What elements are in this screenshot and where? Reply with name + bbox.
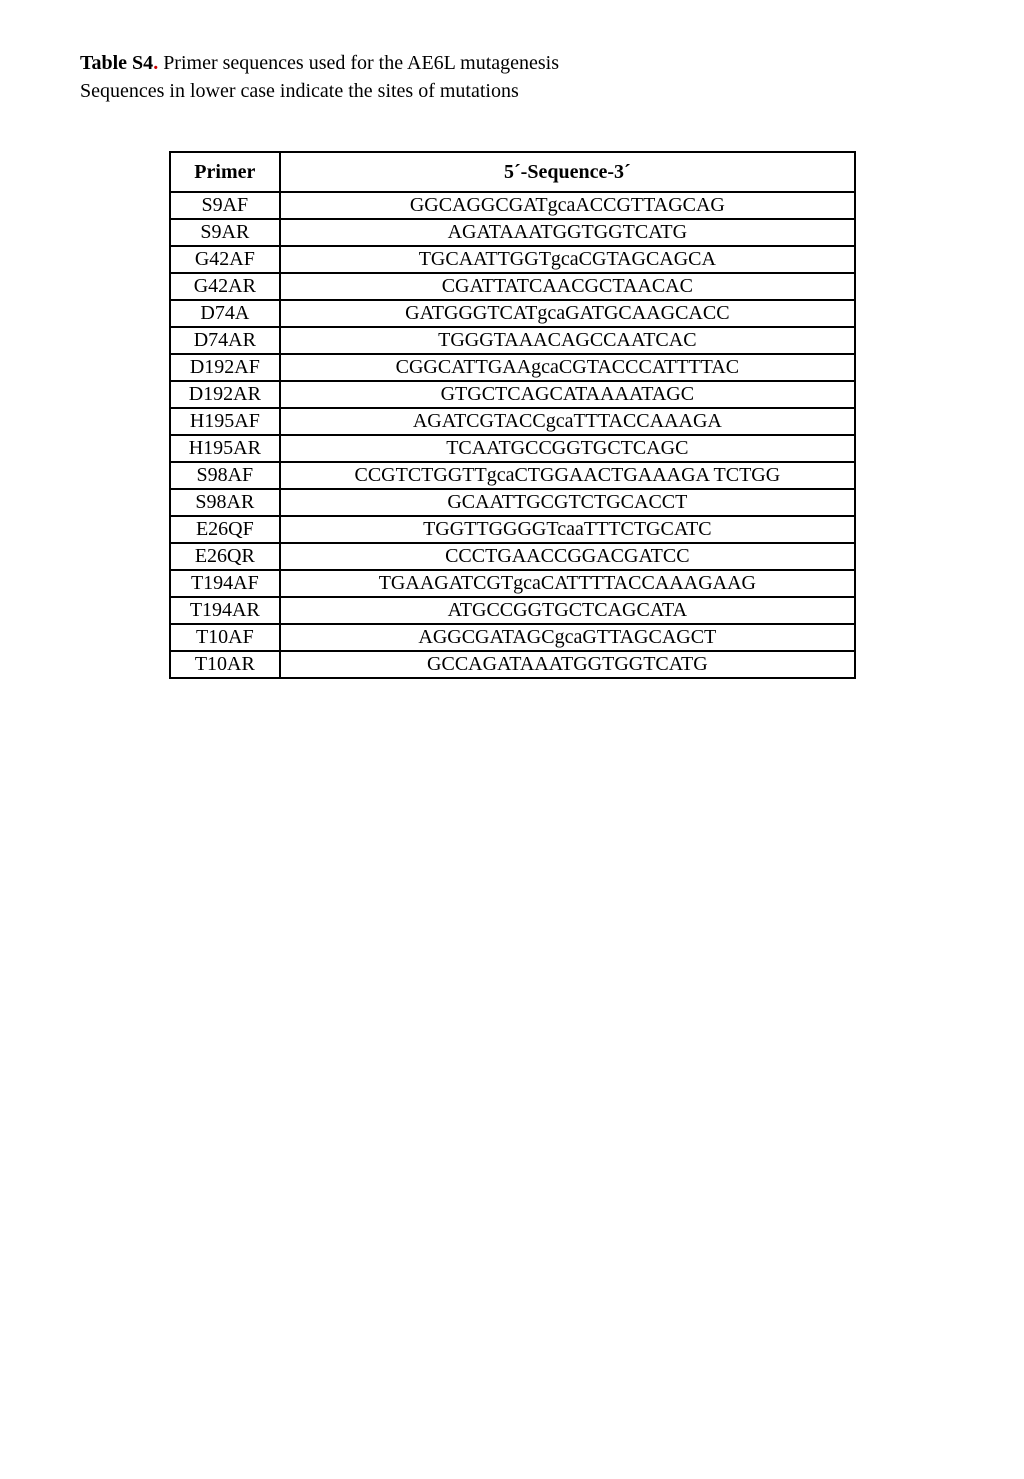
primer-name-cell: H195AR (170, 435, 280, 462)
primer-name-cell: G42AF (170, 246, 280, 273)
primer-name-cell: D192AF (170, 354, 280, 381)
table-row (170, 327, 855, 354)
sequence-cell: TGAAGATCGTgcaCATTTTACCAAAGAAG (280, 570, 855, 597)
primer-table (169, 151, 856, 679)
primer-name-cell: T10AF (170, 624, 280, 651)
table-row (170, 192, 855, 219)
sequence-cell: TGGTTGGGGTcaaTTTCTGCATC (280, 516, 855, 543)
table-row (170, 381, 855, 408)
table-row (170, 570, 855, 597)
header-row (170, 152, 855, 192)
table-row (170, 516, 855, 543)
sequence-cell: CCCTGAACCGGACGATCC (280, 543, 855, 570)
table-caption (80, 49, 559, 105)
sequence-cell: AGATCGTACCgcaTTTACCAAAGA (280, 408, 855, 435)
table-row (170, 489, 855, 516)
primer-name-cell: D192AR (170, 381, 280, 408)
table-row (170, 543, 855, 570)
primer-name-cell: H195AF (170, 408, 280, 435)
table-row (170, 462, 855, 489)
primer-name-cell: G42AR (170, 273, 280, 300)
table-label: Table S4 (80, 52, 154, 74)
primer-name-cell: S98AR (170, 489, 280, 516)
sequence-cell: CGGCATTGAAgcaCGTACCCATTTTAC (280, 354, 855, 381)
table-row (170, 354, 855, 381)
table-row (170, 408, 855, 435)
primer-name-cell: D74A (170, 300, 280, 327)
primer-name-cell: T194AF (170, 570, 280, 597)
table-row (170, 624, 855, 651)
table-row (170, 435, 855, 462)
sequence-cell: GTGCTCAGCATAAAATAGC (280, 381, 855, 408)
table-title: Primer sequences used for the AE6L mutagenesis (158, 52, 560, 74)
table-row (170, 651, 855, 678)
header-sequence: 5´-Sequence-3´ (280, 152, 855, 192)
primer-name-cell: T10AR (170, 651, 280, 678)
table-body (170, 192, 855, 678)
caption-title-line (80, 49, 559, 77)
table-row (170, 273, 855, 300)
table-label-dot: . (153, 52, 159, 74)
primer-name-cell: S98AF (170, 462, 280, 489)
primer-name-cell: S9AF (170, 192, 280, 219)
sequence-cell: TGCAATTGGTgcaCGTAGCAGCA (280, 246, 855, 273)
primer-name-cell: E26QF (170, 516, 280, 543)
sequence-cell: CCGTCTGGTTgcaCTGGAACTGAAAGA TCTGG (280, 462, 855, 489)
table-row (170, 246, 855, 273)
table-row (170, 219, 855, 246)
primer-name-cell: D74AR (170, 327, 280, 354)
sequence-cell: AGGCGATAGCgcaGTTAGCAGCT (280, 624, 855, 651)
caption-note: Sequences in lower case indicate the sites of mutations (80, 80, 519, 102)
table-row (170, 597, 855, 624)
sequence-cell: TCAATGCCGGTGCTCAGC (280, 435, 855, 462)
sequence-cell: AGATAAATGGTGGTCATG (280, 219, 855, 246)
primer-name-cell: S9AR (170, 219, 280, 246)
sequence-cell: GATGGGTCATgcaGATGCAAGCACC (280, 300, 855, 327)
primer-name-cell: T194AR (170, 597, 280, 624)
primer-name-cell: E26QR (170, 543, 280, 570)
sequence-cell: ATGCCGGTGCTCAGCATA (280, 597, 855, 624)
sequence-cell: GCCAGATAAATGGTGGTCATG (280, 651, 855, 678)
sequence-cell: GGCAGGCGATgcaACCGTTAGCAG (280, 192, 855, 219)
sequence-cell: GCAATTGCGTCTGCACCT (280, 489, 855, 516)
sequence-cell: TGGGTAAACAGCCAATCAC (280, 327, 855, 354)
sequence-cell: CGATTATCAACGCTAACAC (280, 273, 855, 300)
table-row (170, 300, 855, 327)
header-primer: Primer (170, 152, 280, 192)
